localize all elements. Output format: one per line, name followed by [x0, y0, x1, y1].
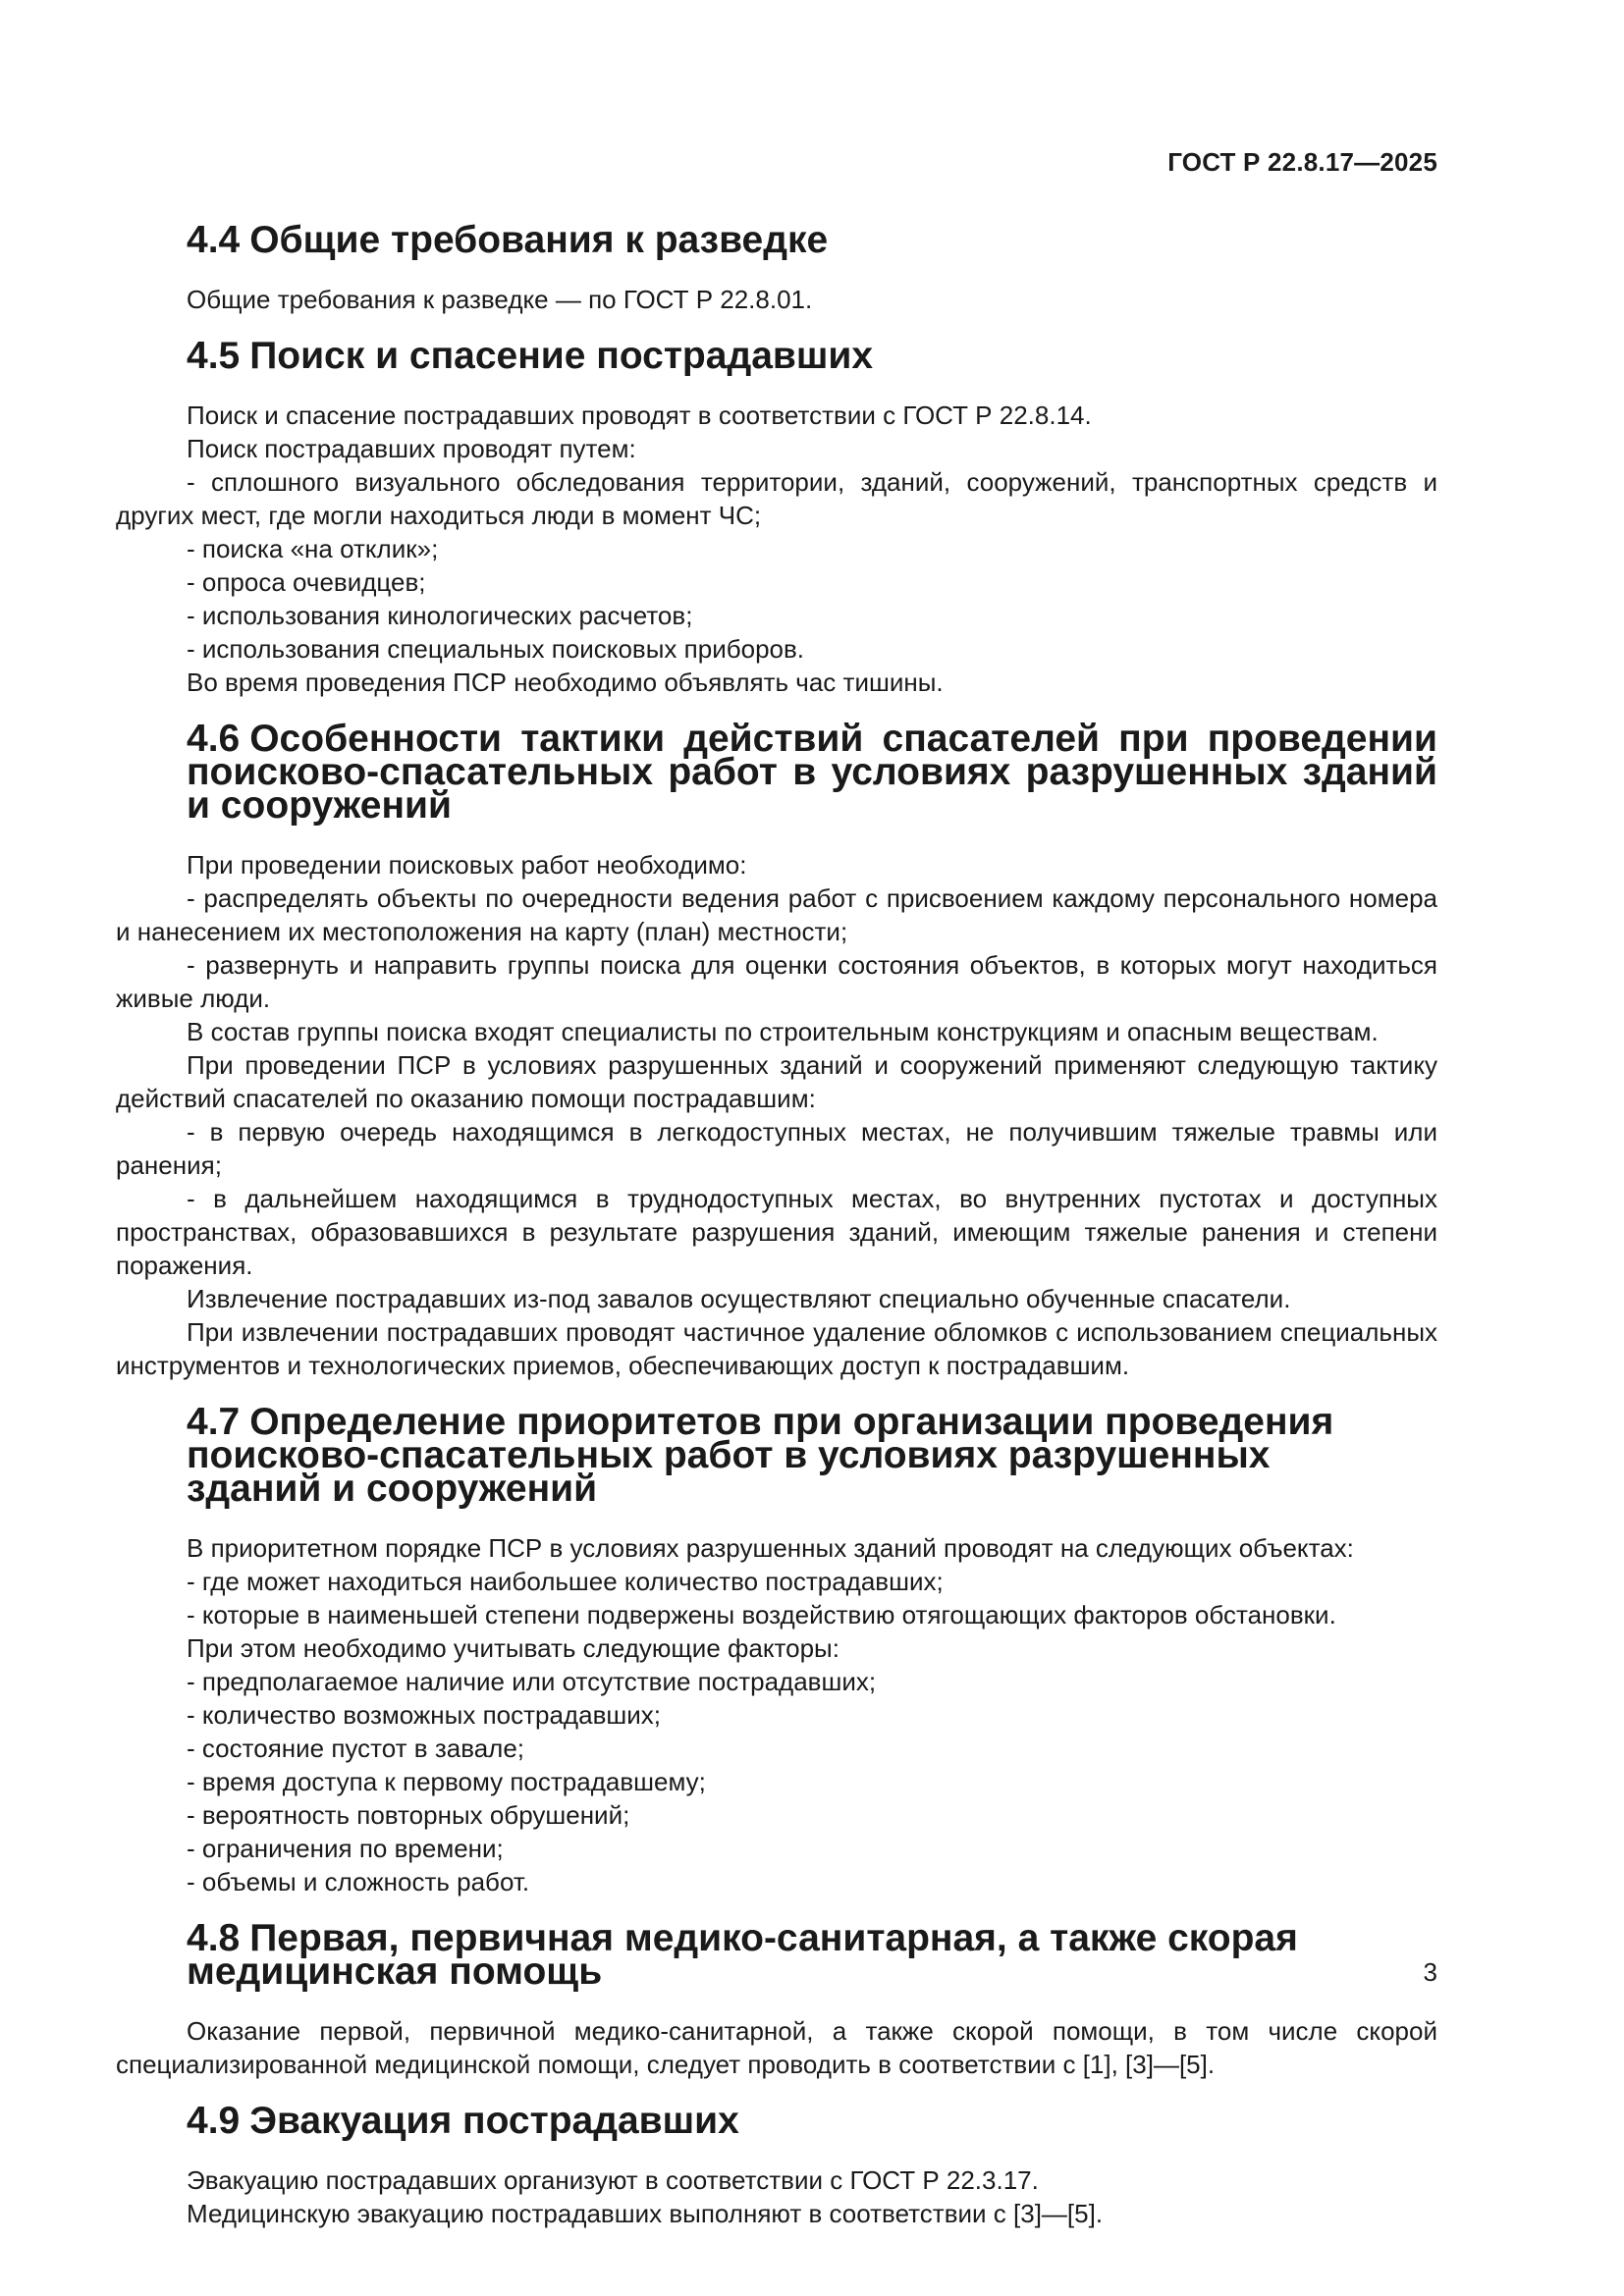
paragraph: Общие требования к разведке — по ГОСТ Р 22.8.01.	[187, 285, 813, 314]
section-heading-4-9	[116, 2100, 1437, 2142]
page-number: 3	[1423, 1957, 1437, 1987]
list-item: - использования кинологических расчетов;	[187, 601, 693, 630]
section-number: 4.9	[187, 2100, 241, 2142]
paragraph: При проведении поисковых работ необходимо:	[187, 850, 747, 880]
section-number: 4.4	[187, 219, 241, 261]
paragraph: Оказание первой, первичной медико-санитарной, а также скорой помощи, в том числе скорой специализированной медицинской помощи, следует проводить в соответствии с [1], [3]—[5].	[116, 2016, 1437, 2079]
list-item: - поиска «на отклик»;	[187, 534, 439, 563]
paragraph: При этом необходимо учитывать следующие факторы:	[187, 1633, 839, 1663]
paragraph: Поиск и спасение пострадавших проводят в соответствии с ГОСТ Р 22.8.14.	[187, 400, 1092, 430]
list-item: - количество возможных пострадавших;	[187, 1700, 661, 1730]
list-item: - предполагаемое наличие или отсутствие пострадавших;	[187, 1667, 877, 1696]
section-heading-4-5	[116, 335, 1437, 377]
paragraph: Поиск пострадавших проводят путем:	[187, 434, 636, 463]
section-title: Общие требования к разведке	[249, 219, 829, 261]
section-title: Поиск и спасение пострадавших	[249, 335, 874, 377]
list-item: - сплошного визуального обследования территории, зданий, сооружений, транспортных средств и других мест, где могли находиться люди в момент ЧС;	[116, 467, 1437, 530]
list-item: - которые в наименьшей степени подвержены воздействию отягощающих факторов обстановки.	[187, 1600, 1336, 1629]
paragraph: Во время проведения ПСР необходимо объявлять час тишины.	[187, 667, 944, 697]
section-number: 4.6	[187, 718, 241, 760]
section-number: 4.7	[187, 1401, 241, 1443]
list-item: - в первую очередь находящимся в легкодоступных местах, не получившим тяжелые травмы или ранения;	[116, 1117, 1437, 1180]
section-number: 4.5	[187, 335, 241, 377]
list-item: - использования специальных поисковых приборов.	[187, 634, 805, 664]
section-heading-4-6	[116, 718, 1437, 827]
section-heading-4-4	[116, 219, 1437, 261]
paragraph: В состав группы поиска входят специалисты по строительным конструкциям и опасным веществам.	[187, 1017, 1379, 1046]
list-item: - развернуть и направить группы поиска для оценки состояния объектов, в которых могут находиться живые люди.	[116, 950, 1437, 1013]
list-item: - состояние пустот в завале;	[187, 1734, 525, 1763]
paragraph: При проведении ПСР в условиях разрушенных зданий и сооружений применяют следующую тактику действий спасателей по оказанию помощи пострадавшим:	[116, 1050, 1437, 1113]
section-title: Определение приоритетов при организации проведения поисково-спасательных работ в условиях разрушенных зданий и сооружений	[187, 1401, 1334, 1510]
document-body	[116, 219, 1437, 2230]
list-item: - опроса очевидцев;	[187, 567, 426, 597]
list-item: - где может находиться наибольшее количество пострадавших;	[187, 1567, 944, 1596]
section-heading-4-7	[116, 1401, 1437, 1510]
section-title: Первая, первичная медико-санитарная, а также скорая медицинская помощь	[187, 1917, 1298, 1993]
paragraph: В приоритетном порядке ПСР в условиях разрушенных зданий проводят на следующих объектах:	[187, 1533, 1354, 1563]
list-item: - ограничения по времени;	[187, 1834, 504, 1863]
paragraph: При извлечении пострадавших проводят частичное удаление обломков с использованием специальных инструментов и технологических приемов, обеспечивающих доступ к пострадавшим.	[116, 1317, 1437, 1380]
paragraph: Извлечение пострадавших из-под завалов осуществляют специально обученные спасатели.	[187, 1284, 1291, 1313]
document-code-header: ГОСТ Р 22.8.17—2025	[1167, 147, 1437, 177]
paragraph: Медицинскую эвакуацию пострадавших выполняют в соответствии с [3]—[5].	[187, 2199, 1104, 2228]
list-item: - объемы и сложность работ.	[187, 1867, 530, 1896]
document-page	[116, 0, 1437, 2296]
list-item: - в дальнейшем находящимся в труднодоступных местах, во внутренних пустотах и доступных пространствах, образовавшихся в результате разрушения зданий, имеющим тяжелые ранения и степени поражения.	[116, 1184, 1437, 1280]
section-title: Эвакуация пострадавших	[249, 2100, 739, 2142]
list-item: - вероятность повторных обрушений;	[187, 1800, 630, 1830]
list-item: - распределять объекты по очередности ведения работ с присвоением каждому персонального номера и нанесением их местоположения на карту (план) местности;	[116, 883, 1437, 946]
section-number: 4.8	[187, 1917, 241, 1959]
section-heading-4-8	[116, 1917, 1437, 1993]
paragraph: Эвакуацию пострадавших организуют в соответствии с ГОСТ Р 22.3.17.	[187, 2165, 1039, 2195]
section-title: Особенности тактики действий спасателей при проведении поисково-спасательных работ в условиях разрушенных зданий и сооружений	[187, 718, 1437, 827]
list-item: - время доступа к первому пострадавшему;	[187, 1767, 706, 1796]
